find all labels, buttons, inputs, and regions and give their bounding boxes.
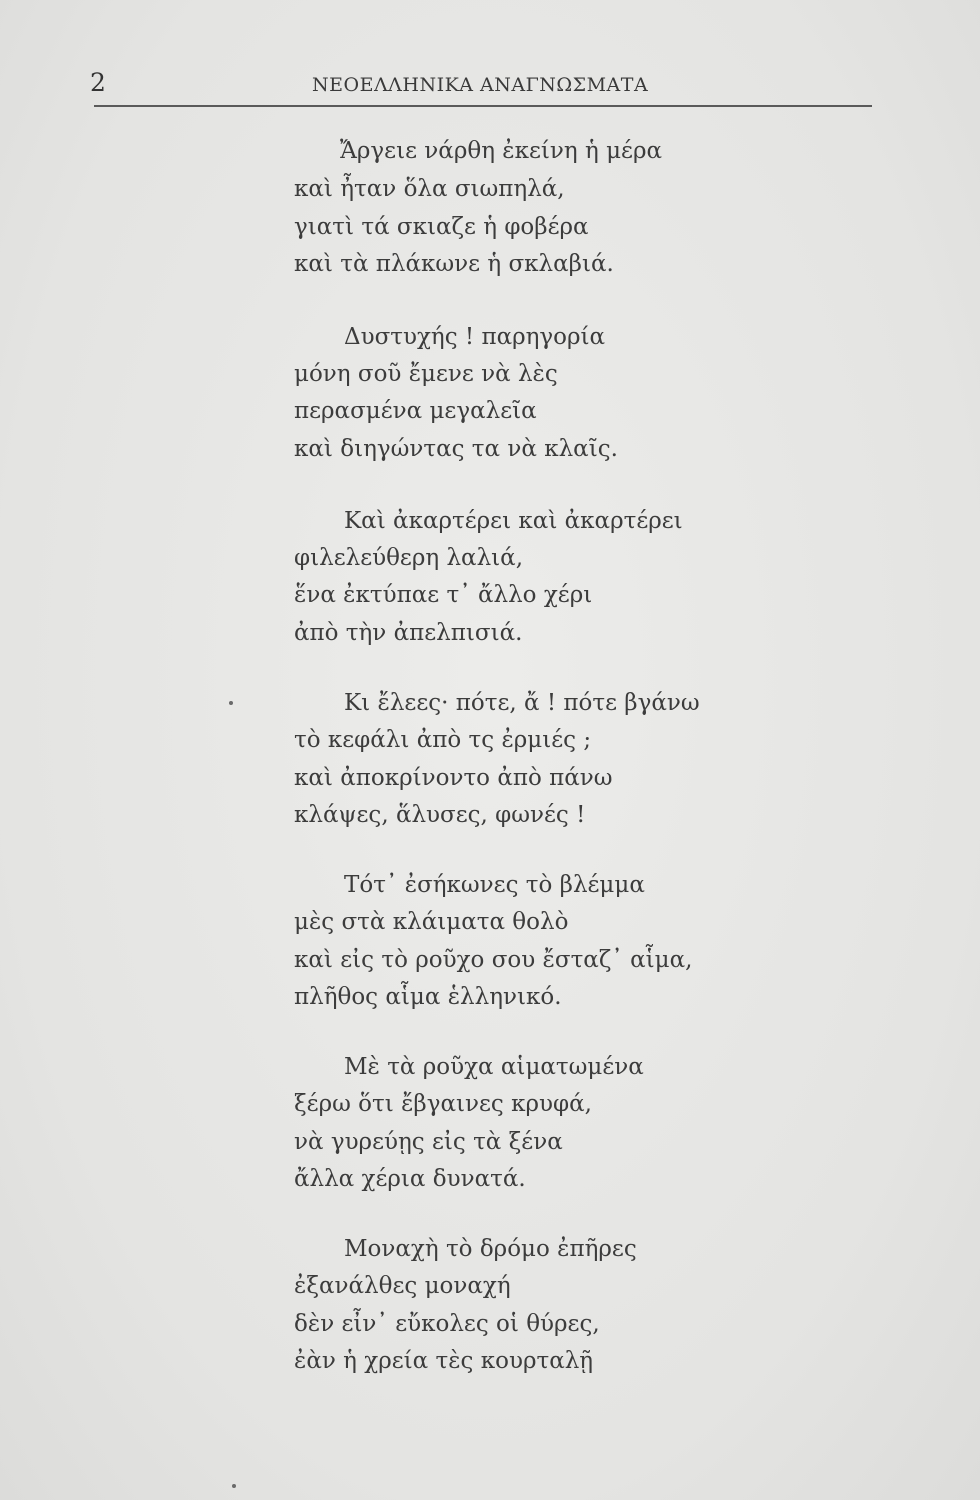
verse-line: περασμένα μεγαλεῖα [294, 398, 537, 424]
verse-line: κλάψες, ἅλυσες, φωνές ! [294, 802, 586, 828]
verse-line: Κι ἔλεες· πότε, ἄ ! πότε βγάνω [344, 690, 700, 716]
verse-line: γιατὶ τά σκιαζε ἡ φοβέρα [294, 214, 589, 240]
print-speck [232, 1484, 236, 1488]
page-number: 2 [90, 68, 106, 97]
verse-line: τὸ κεφάλι ἀπὸ τς ἐρμιές ; [294, 727, 592, 753]
verse-line: ἐὰν ἡ χρεία τὲς κουρταλῇ [294, 1348, 594, 1374]
verse-line: ἄλλα χέρια δυνατά. [294, 1166, 526, 1192]
verse-line: ἀπὸ τὴν ἀπελπισιά. [294, 620, 523, 646]
verse-line: πλῆθος αἷμα ἑλληνικό. [294, 984, 562, 1010]
verse-line: καὶ διηγώντας τα νὰ κλαῖς. [294, 436, 618, 462]
verse-line: νὰ γυρεύῃς εἰς τὰ ξένα [294, 1129, 563, 1155]
verse-line: ἐξανάλθες μοναχή [294, 1273, 511, 1299]
verse-line: ἕνα ἐκτύπαε τ᾽ ἄλλο χέρι [294, 582, 593, 608]
print-speck [229, 701, 233, 705]
verse-line: μόνη σοῦ ἔμενε νὰ λὲς [294, 361, 558, 387]
verse-line: ξέρω ὅτι ἔβγαινες κρυφά, [294, 1091, 592, 1117]
page-header [0, 62, 980, 102]
verse-line: καὶ εἰς τὸ ροῦχο σου ἔσταζ᾽ αἷμα, [294, 947, 693, 973]
verse-line: Τότ᾽ ἐσήκωνες τὸ βλέμμα [344, 872, 645, 898]
verse-line: Μὲ τὰ ροῦχα αἱματωμένα [344, 1054, 644, 1080]
verse-line: Ἄργειε νάρθη ἐκείνη ἡ μέρα [340, 138, 663, 164]
verse-line: καὶ τὰ πλάκωνε ἡ σκλαβιά. [294, 251, 614, 277]
verse-line: καὶ ἦταν ὅλα σιωπηλά, [294, 176, 565, 202]
verse-line: μὲς στὰ κλάιματα θολὸ [294, 909, 569, 935]
verse-line: Καὶ ἀκαρτέρει καὶ ἀκαρτέρει [344, 508, 683, 534]
verse-line: καὶ ἀποκρίνοντο ἀπὸ πάνω [294, 765, 613, 791]
verse-line: δὲν εἶν᾽ εὔκολες οἱ θύρες, [294, 1311, 600, 1337]
header-rule [94, 105, 872, 107]
verse-line: Μοναχὴ τὸ δρόμο ἐπῆρες [344, 1236, 637, 1262]
verse-line: φιλελεύθερη λαλιά, [294, 545, 524, 571]
running-title: ΝΕΟΕΛΛΗΝΙΚΑ ΑΝΑΓΝΩΣΜΑΤΑ [312, 74, 649, 96]
verse-line: Δυστυχής ! παρηγορία [344, 324, 606, 350]
